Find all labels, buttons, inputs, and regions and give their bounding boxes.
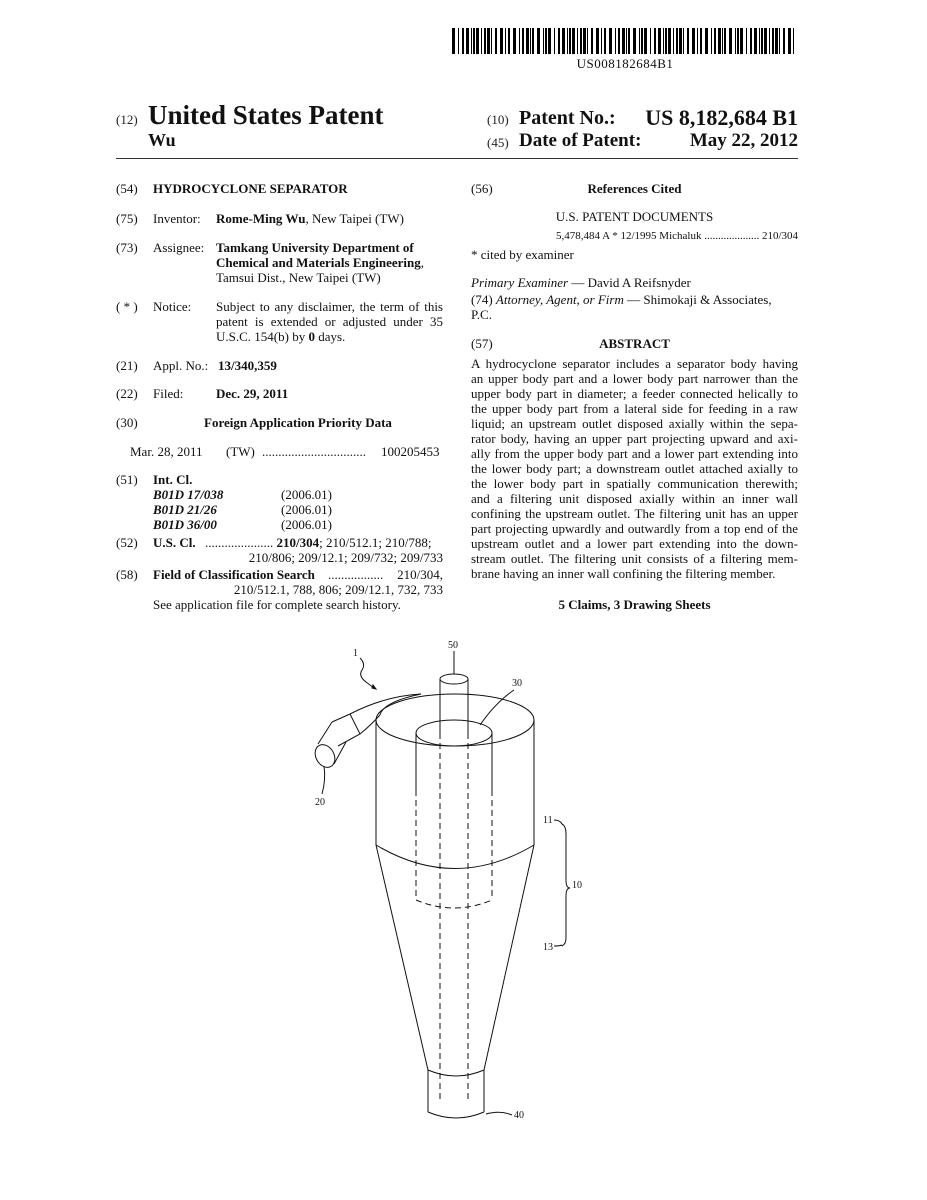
barcode-bar [526,28,529,54]
abstract-line: upstream outlet and a lower part extending into the down- [471,536,798,551]
us-patent-docs-heading: U.S. PATENT DOCUMENTS [555,209,714,224]
barcode-bar [532,28,534,54]
abstract-line: stream outlet. The filtering unit consists of a filtering mem- [471,551,798,566]
arrowhead-1 [372,685,376,689]
invention-title: HYDROCYCLONE SEPARATOR [153,181,348,196]
examiner-name: — David A Reifsnyder [568,275,691,290]
cone-right [484,845,534,1070]
uscl-main: 210/304 [276,535,320,550]
leader-13 [554,945,562,946]
barcode-bar [508,28,510,54]
code-45: (45) [487,135,509,150]
uscl-label: U.S. Cl. [153,535,196,550]
abstract-line: the upper body part from a lateral side for feeding in a raw [471,401,798,416]
assignee-line-1: Tamkang University Department of [216,240,414,255]
leader-1 [360,658,374,688]
barcode-bar [567,28,568,54]
ref-label-13: 13 [543,942,553,953]
barcode-bar [700,28,702,54]
barcode-bar [628,28,630,54]
inventor-label: Inventor: [153,211,201,226]
barcode-bar [522,28,524,54]
patent-no-label: Patent No.: [519,107,616,129]
barcode-bar [714,28,716,54]
barcode-bar [679,28,682,54]
filed-date: Dec. 29, 2011 [216,386,289,401]
intcl-class: B01D 36/00 [153,517,217,532]
code-10: (10) [487,112,509,127]
intcl-version: (2006.01) [281,517,332,532]
barcode-bar [626,28,627,54]
barcode-bar [466,28,469,54]
barcode-bar [750,28,752,54]
code-74: (74) [471,292,496,307]
code-75: (75) [116,211,138,226]
claims-summary: 5 Claims, 3 Drawing Sheets [558,597,711,612]
barcode-bar [580,28,582,54]
barcode-bar [519,28,520,54]
barcode-bar [554,28,555,54]
patent-date: May 22, 2012 [689,130,798,151]
abstract-line: brane having an inner wall confining the filtering member. [471,566,776,581]
abstract-line: the lower body part; a downstream outlet attached axially to [471,461,798,476]
ref-label-40: 40 [514,1110,524,1121]
notice-line-2: patent is extended or adjusted under 35 [216,314,443,329]
barcode-bar [650,28,651,54]
intcl-label: Int. Cl. [153,472,193,487]
intcl-class: B01D 17/038 [153,487,224,502]
notice-line-3 [216,329,345,345]
feeder-inlet-sides [318,722,346,764]
code-54: (54) [116,181,138,196]
code-21: (21) [116,358,138,373]
barcode-bar [471,28,472,54]
upstream-outlet-bottom-hidden [416,900,492,908]
barcode-bar [658,28,661,54]
ref-label-11: 11 [543,815,553,826]
inventor-entry [216,211,404,227]
feeder-bottom [338,715,380,746]
barcode-bar [543,28,544,54]
intcl-version: (2006.01) [281,502,332,517]
assignee-label: Assignee: [153,240,205,255]
barcode-bar [729,28,732,54]
inventor-location: , New Taipei (TW) [305,211,404,226]
leader-11 [554,820,562,824]
barcode-bar [761,28,763,54]
barcode-bar [530,28,531,54]
code-22: (22) [116,386,138,401]
code-57: (57) [471,336,493,351]
examiner-label: Primary Examiner [471,275,569,290]
field-value-2: 210/512.1, 788, 806; 209/12.1, 732, 733 [233,582,443,597]
code-12: (12) [116,112,138,127]
uscl-line [205,535,431,551]
leader-20 [322,766,325,794]
barcode-bar [775,28,778,54]
assignee-line-2: Chemical and Materials Engineering [216,255,421,270]
ref-label-20: 20 [315,797,325,808]
barcode-bar [484,28,486,54]
patent-type: United States Patent [148,100,384,130]
ref-label-10: 10 [572,880,582,891]
barcode-bar [641,28,643,54]
barcode-bar [487,28,490,54]
uscl-dots: ..................... [205,535,274,550]
primary-examiner [471,275,691,291]
barcode-bar [604,28,606,54]
barcode-bar [548,28,551,54]
barcode-bar [495,28,497,54]
attorney-label: Attorney, Agent, or Firm [495,292,624,307]
barcode-bar [654,28,656,54]
barcode-bar [615,28,616,54]
barcode-bar [705,28,708,54]
barcode-bar [735,28,736,54]
barcode-bar [668,28,671,54]
barcode-bar [491,28,492,54]
ref-label-1: 1 [353,648,358,659]
header-rule [116,158,798,159]
barcode-bar [587,28,588,54]
barcode-bar [687,28,689,54]
barcode-bar [462,28,464,54]
barcode-bar [633,28,636,54]
leader-40 [486,1112,512,1115]
intcl-class: B01D 21/26 [153,502,217,517]
code-30: (30) [116,415,138,430]
barcode-bar [711,28,712,54]
barcode-bar [562,28,565,54]
bracket-10 [562,824,570,946]
barcode-bar [783,28,785,54]
barcode [452,28,798,54]
barcode-bar [722,28,723,54]
field-label: Field of Classification Search [153,567,315,582]
barcode-bar [639,28,640,54]
foreign-dots: ................................ [262,444,366,459]
cone-left [376,845,428,1070]
abstract-line: A hydrocyclone separator includes a separator body having [471,356,798,371]
attorney-line-2: P.C. [471,307,492,322]
abstract-line: upper body part in diameter; a feeder connected helically to [471,386,798,401]
barcode-bar [618,28,620,54]
barcode-bar [665,28,667,54]
attorney-name: — Shimokaji & Associates, [623,292,772,307]
assignee-line-3: Tamsui Dist., New Taipei (TW) [216,270,381,285]
filter-pipe-top [440,674,468,684]
code-56: (56) [471,181,493,196]
barcode-bar [569,28,571,54]
filed-label: Filed: [153,386,184,401]
barcode-bar [692,28,695,54]
code-58: (58) [116,567,138,582]
abstract-title: ABSTRACT [599,336,670,351]
barcode-bar [513,28,516,54]
barcode-bar [772,28,774,54]
barcode-bar [676,28,678,54]
feeder-joint [350,714,360,734]
barcode-bar [601,28,602,54]
assignee-comma: , [420,255,424,270]
barcode-bar [452,28,455,54]
barcode-bar [577,28,578,54]
inventor-short: Wu [148,130,176,150]
abstract-line: and a filtering unit disposed axially within an inner wall [471,491,798,506]
barcode-bar [663,28,664,54]
ref-label-50: 50 [448,640,458,651]
barcode-bar [596,28,599,54]
barcode-bar [473,28,475,54]
cited-by-examiner: * cited by examiner [471,247,574,262]
barcode-bar [558,28,560,54]
barcode-bar [759,28,760,54]
barcode-bar [481,28,482,54]
code-73: (73) [116,240,138,255]
inventor-name: Rome-Ming Wu [216,211,306,226]
intcl-version: (2006.01) [281,487,332,502]
barcode-bar [779,28,780,54]
downstream-top [428,1070,484,1076]
filter-unit-hidden [440,733,468,1100]
notice-line-1: Subject to any disclaimer, the term of this [216,299,443,314]
abstract-line: the lower body part in spatially communication therewith; [471,476,798,491]
code-52: (52) [116,535,138,550]
notice-text-a: U.S.C. 154(b) by [216,329,309,344]
barcode-bar [683,28,684,54]
reference-entry: 5,478,484 A * 12/1995 Michaluk .................... 210/304 [556,230,798,242]
field-dots: ................. [328,567,384,582]
barcode-bar [537,28,540,54]
barcode-bar [724,28,726,54]
barcode-bar [572,28,575,54]
barcode-bar [764,28,767,54]
barcode-bar [673,28,674,54]
barcode-bar [500,28,503,54]
abstract-line: an upper body part and a lower body part narrower than the [471,371,798,386]
abstract-line: liquid; an upstream outlet disposed axially within the sepa- [471,416,798,431]
barcode-bar [591,28,593,54]
barcode-bar [697,28,698,54]
notice-text-c: days. [314,329,346,344]
hydrocyclone-drawing [300,630,620,1130]
uscl-rest-2: 210/806; 209/12.1; 209/732; 209/733 [248,550,443,565]
abstract-line: ally from the upper body part and a lower part extending into [471,446,798,461]
barcode-bar [793,28,794,54]
assignee-line-2-wrap [216,255,424,271]
barcode-bar [622,28,625,54]
barcode-bar [505,28,506,54]
document-number: US008182684B1 [576,56,674,71]
abstract-line: part projecting upwardly and outwardly from a top end of the [471,521,798,536]
notice-days: 0 [308,329,315,344]
barcode-bar [746,28,747,54]
code-51: (51) [116,472,138,487]
search-history-note: See application file for complete search history. [153,597,401,612]
barcode-bar [737,28,739,54]
patent-number: US 8,182,684 B1 [645,105,798,130]
foreign-country: (TW) [226,444,255,459]
barcode-bar [740,28,743,54]
notice-label: Notice: [153,299,192,314]
barcode-bar [718,28,721,54]
feeder-inlet [311,741,339,771]
barcode-bar [644,28,647,54]
barcode-bar [769,28,770,54]
upper-body-bottom-curve [376,845,534,869]
abstract-line: rator body, having an upper part projecting upward and axi- [471,431,798,446]
downstream-bottom [428,1112,484,1118]
code-notice: ( * ) [116,299,138,314]
date-label: Date of Patent: [519,130,642,151]
foreign-date: Mar. 28, 2011 [130,444,203,459]
references-title: References Cited [587,181,682,196]
ref-label-30: 30 [512,678,522,689]
barcode-bar [476,28,479,54]
attorney-line [471,292,798,308]
abstract-line: confining the upstream outlet. The filtering unit has an upper [471,506,798,521]
upstream-outlet-hidden [416,790,492,900]
appl-label: Appl. No.: [153,358,209,373]
field-value-1: 210/304, [397,567,443,582]
uscl-rest-1: ; 210/512.1; 210/788; [319,535,432,550]
abstract-body [471,356,798,581]
barcode-bar [545,28,547,54]
foreign-priority-title: Foreign Application Priority Data [204,415,392,430]
barcode-bar [788,28,791,54]
barcode-bar [458,28,459,54]
barcode-bar [609,28,612,54]
appl-number: 13/340,359 [218,358,277,373]
foreign-number: 100205453 [381,444,440,459]
barcode-bar [754,28,757,54]
leader-30 [480,690,514,725]
barcode-bar [583,28,586,54]
